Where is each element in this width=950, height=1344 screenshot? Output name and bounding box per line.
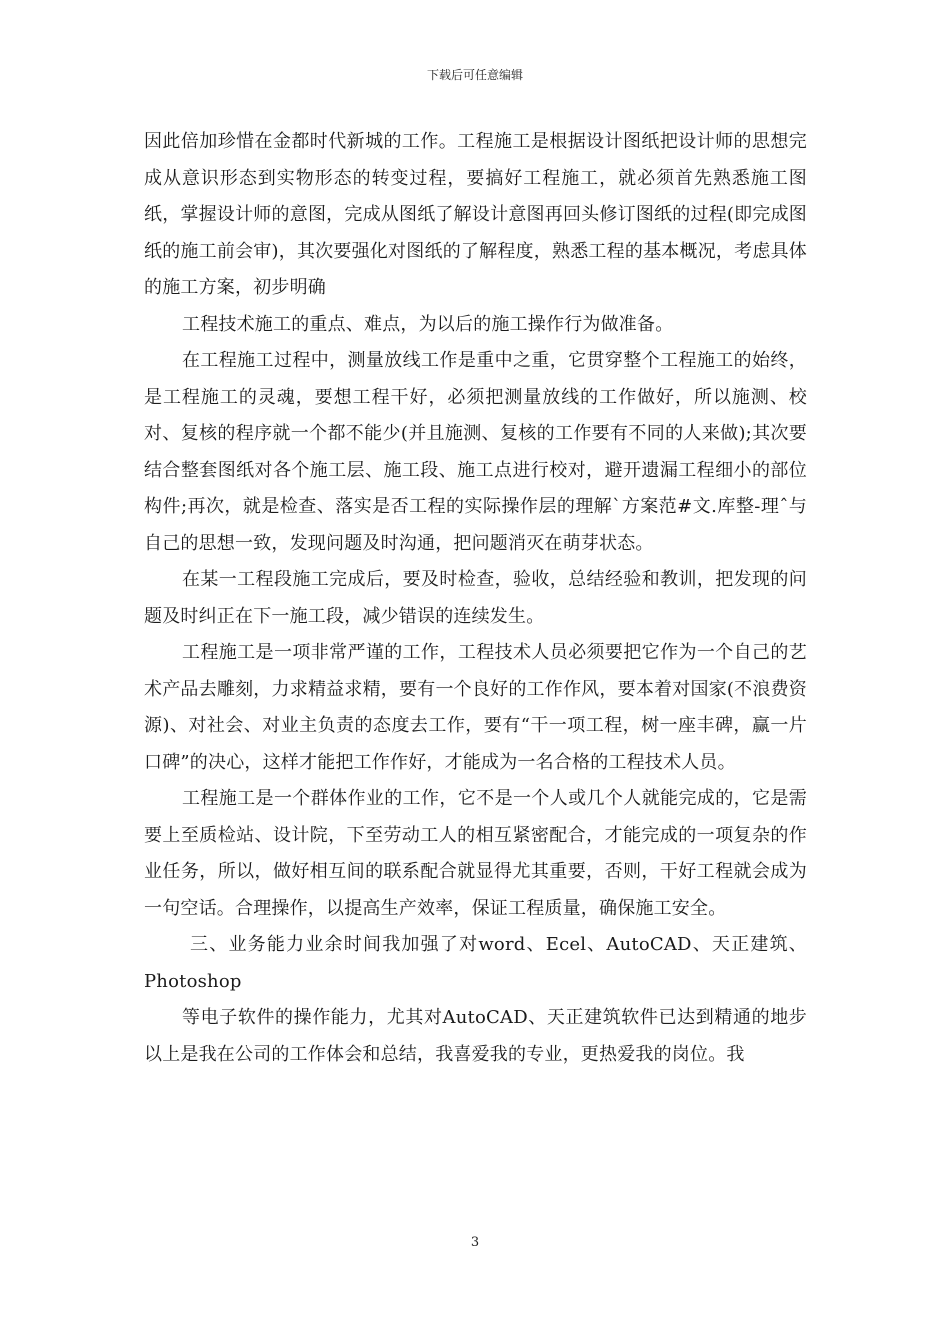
paragraph: 工程施工是一项非常严谨的工作，工程技术人员必须要把它作为一个自己的艺术产品去雕刻，力求精益求精，要有一个良好的工作作风，要本着对国家(不浪费资源)、对社会、对业主负责的态度去工作，要有“干一项工程，树一座丰碑，赢一片口碑”的决心，这样才能把工作作好，才能成为一名合格的工程技术人员。 <box>144 642 807 773</box>
paragraph: 因此倍加珍惜在金都时代新城的工作。工程施工是根据设计图纸把设计师的思想完成从意识形态到实物形态的转变过程，要搞好工程施工，就必须首先熟悉施工图纸，掌握设计师的意图，完成从图纸了解设计意图再回头修订图纸的过程(即完成图纸的施工前会审)，其次要强化对图纸的了解程度，熟悉工程的基本概况，考虑具体的施工方案，初步明确 <box>144 131 807 298</box>
page-number: 3 <box>470 1235 480 1250</box>
paragraph: 等电子软件的操作能力，尤其对AutoCAD、天正建筑软件已达到精通的地步以上是我在公司的工作体会和总结，我喜爱我的专业，更热爱我的岗位。我 <box>144 1007 807 1065</box>
paragraph: 在工程施工过程中，测量放线工作是重中之重，它贯穿整个工程施工的始终，是工程施工的灵魂，要想工程干好，必须把测量放线的工作做好，所以施测、校对、复核的程序就一个都不能少(并且施测、复核的工作要有不同的人来做);其次要结合整套图纸对各个施工层、施工段、施工点进行校对，避开遗漏工程细小的部位构件;再次，就是检查、落实是否工程的实际操作层的理解`方案范#文.库整-理ˆ与自己的思想一致，发现问题及时沟通，把问题消灭在萌芽状态。 <box>144 350 807 554</box>
page-header: 下载后可任意编辑 <box>426 68 523 82</box>
paragraph: 工程施工是一个群体作业的工作，它不是一个人或几个人就能完成的，它是需要上至质检站、设计院，下至劳动工人的相互紧密配合，才能完成的一项复杂的作业任务，所以，做好相互间的联系配合就显得尤其重要，否则，干好工程就会成为一句空话。合理操作，以提高生产效率，保证工程质量，确保施工安全。 <box>144 788 807 919</box>
paragraph: 工程技术施工的重点、难点，为以后的施工操作行为做准备。 <box>182 313 674 335</box>
section-heading-paragraph: 三、业务能力业余时间我加强了对word、Ecel、AutoCAD、天正建筑、Photoshop <box>144 934 807 992</box>
paragraph: 在某一工程段施工完成后，要及时检查，验收，总结经验和教训，把发现的问题及时纠正在下一施工段，减少错误的连续发生。 <box>144 569 807 627</box>
document-body <box>144 124 807 1073</box>
